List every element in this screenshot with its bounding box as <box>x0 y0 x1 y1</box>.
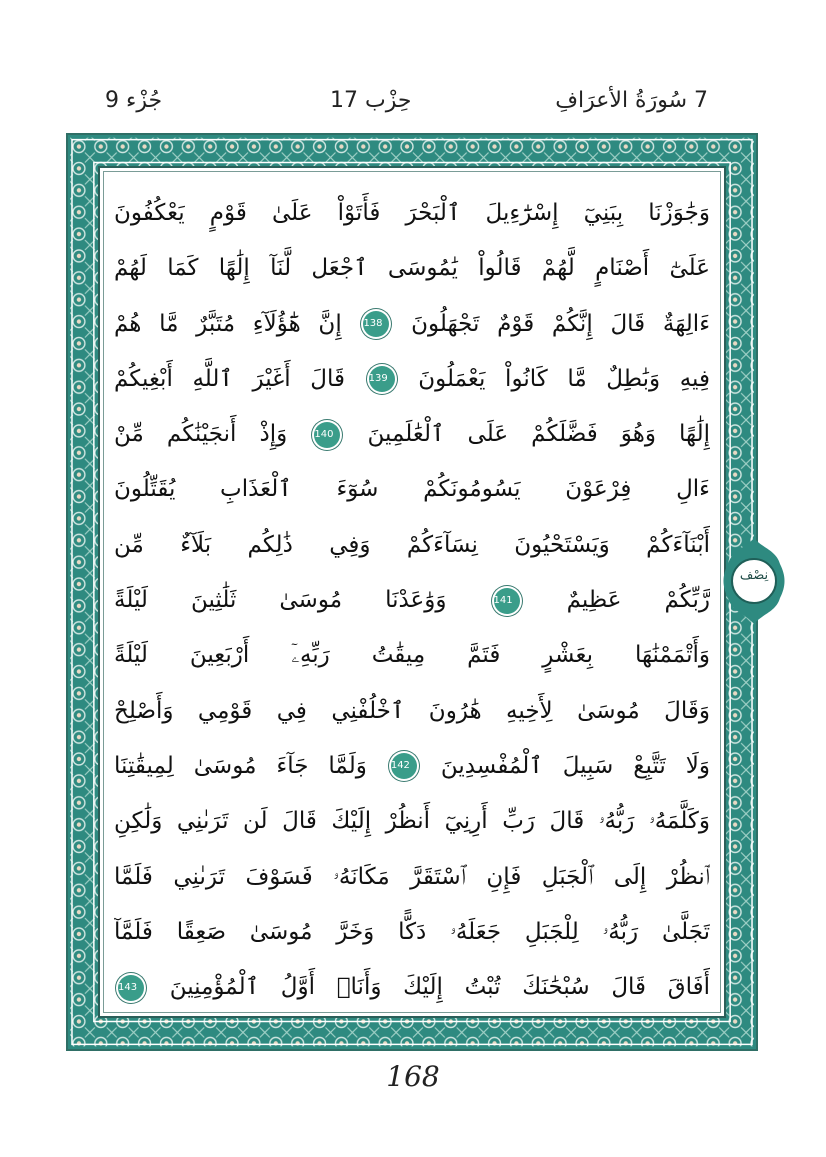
page-number: 168 <box>386 1060 440 1093</box>
ayah-text: إِنَّ هَٰٓؤُلَآءِ مُتَبَّرٌ مَّا هُمْ <box>114 310 342 337</box>
nisf-label: نِصْف <box>739 568 769 583</box>
juz-label: جُزْء 9 <box>105 88 163 113</box>
ayah-text: وَلَمَّا جَآءَ مُوسَىٰ لِمِيقَٰتِنَا <box>114 752 367 779</box>
ayah-line <box>114 186 710 241</box>
hizb-label: حِزْب 17 <box>330 88 412 113</box>
ayah-text: إِلَٰهًا وَهُوَ فَضَّلَكُمْ عَلَى ٱلْعَٰلَمِينَ <box>367 421 710 448</box>
ayah-text: أَبْنَآءَكُمْ وَيَسْتَحْيُونَ نِسَآءَكُمْ وَفِي ذَٰلِكُم بَلَآءٌ مِّن <box>114 531 710 558</box>
ayah-lines <box>114 186 710 1015</box>
ayah-text: وَأَتْمَمْنَٰهَا بِعَشْرٍ فَتَمَّ مِيقَٰتُ رَبِّهِۦٓ أَرْبَعِينَ لَيْلَةً <box>114 642 710 669</box>
ayah-line <box>114 850 710 905</box>
ayah-number-marker: 139 <box>369 366 395 392</box>
ayah-line <box>114 739 710 794</box>
ayah-text: وَإِذْ أَنجَيْنَٰكُم مِّنْ <box>114 421 288 448</box>
ayah-line <box>114 628 710 683</box>
ayah-line <box>114 462 710 517</box>
ayah-line <box>114 241 710 296</box>
ayah-text: ءَالِ فِرْعَوْنَ يَسُومُونَكُمْ سُوٓءَ ٱلْعَذَابِ يُقَتِّلُونَ <box>114 476 710 503</box>
ayah-text: فِيهِ وَبَٰطِلٌ مَّا كَانُواْ يَعْمَلُونَ <box>418 365 710 392</box>
ayah-text: وَقَالَ مُوسَىٰ لِأَخِيهِ هَٰرُونَ ٱخْلُفْنِي فِي قَوْمِي وَأَصْلِحْ <box>114 697 710 724</box>
ayah-text: قَالَ أَغَيْرَ ٱللَّهِ أَبْغِيكُمْ <box>114 365 345 392</box>
ayah-line <box>114 518 710 573</box>
ayah-text: وَكَلَّمَهُۥ رَبُّهُۥ قَالَ رَبِّ أَرِنِيٓ أَنظُرْ إِلَيْكَ قَالَ لَن تَرَىٰنِي وَلَٰكِنِ <box>114 808 710 835</box>
ayah-number-marker: 138 <box>363 311 389 337</box>
ayah-line <box>114 573 710 628</box>
ayah-text: عَلَىٰٓ أَصْنَامٍ لَّهُمْ قَالُواْ يَٰمُوسَى ٱجْعَل لَّنَآ إِلَٰهًا كَمَا لَهُمْ <box>114 255 710 282</box>
ayah-text: وَوَٰعَدْنَا مُوسَىٰ ثَلَٰثِينَ لَيْلَةً <box>114 587 447 614</box>
ayah-text: وَجَٰوَزْنَا بِبَنِيٓ إِسْرَٰٓءِيلَ ٱلْبَحْرَ فَأَتَوْاْ عَلَىٰ قَوْمٍ يَعْكُفُونَ <box>114 200 710 226</box>
ayah-line <box>114 407 710 462</box>
text-panel <box>98 166 726 1018</box>
ayah-text: ٱنظُرْ إِلَى ٱلْجَبَلِ فَإِنِ ٱسْتَقَرَّ مَكَانَهُۥ فَسَوْفَ تَرَىٰنِي فَلَمَّا <box>114 863 710 890</box>
ayah-text: وَلَا تَتَّبِعْ سَبِيلَ ٱلْمُفْسِدِينَ <box>440 752 710 779</box>
ayah-line <box>114 684 710 739</box>
page-header <box>0 88 826 122</box>
ayah-number-marker: 141 <box>494 588 520 614</box>
ayah-text: تَجَلَّىٰ رَبُّهُۥ لِلْجَبَلِ جَعَلَهُۥ دَكًّا وَخَرَّ مُوسَىٰ صَعِقًا فَلَمَّآ <box>114 918 710 945</box>
ayah-number-marker: 143 <box>118 975 144 1001</box>
ayah-line <box>114 794 710 849</box>
surah-title: 7 سُورَةُ الأعرَافِ <box>555 88 708 113</box>
ayah-line <box>114 905 710 960</box>
ayah-number-marker: 142 <box>391 753 417 779</box>
ayah-text: ءَالِهَةٌ قَالَ إِنَّكُمْ قَوْمٌ تَجْهَلُونَ <box>411 310 710 337</box>
nisf-medallion <box>722 536 786 626</box>
ornamental-frame <box>66 133 758 1051</box>
ayah-line <box>114 352 710 407</box>
ayah-text: أَفَاقَ قَالَ سُبْحَٰنَكَ تُبْتُ إِلَيْكَ وَأَنَا۠ أَوَّلُ ٱلْمُؤْمِنِينَ <box>169 974 710 1001</box>
ayah-number-marker: 140 <box>314 422 340 448</box>
ayah-text: رَّبِّكُمْ عَظِيمٌ <box>566 587 710 614</box>
ayah-line <box>114 297 710 352</box>
ayah-line <box>114 960 710 1015</box>
